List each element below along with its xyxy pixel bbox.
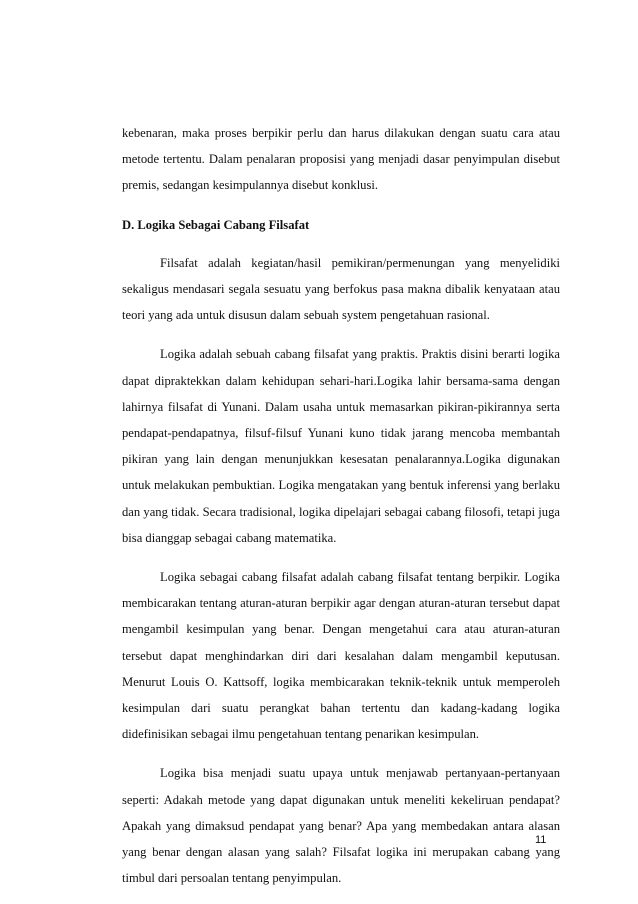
paragraph-1: Filsafat adalah kegiatan/hasil pemikiran/permenungan yang menyelidiki sekaligus mendasari segala sesuatu yang berfokus pasa makna dibalik kenyataan atau teori yang ada untuk disusun dalam sebuah system pengetahuan rasional. — [122, 255, 560, 323]
page-number: 11 — [535, 834, 547, 846]
paragraph-2: Logika adalah sebuah cabang filsafat yang praktis. Praktis disini berarti logika dapat dipraktekkan dalam kehidupan sehari-hari.Logika lahir bersama-sama dengan lahirnya filsafat di Yunani. Dalam usaha untuk memasarkan pikiran-pikirannya serta pendapat-pendapatnya, filsuf-filsuf Yunani kuno tidak jarang mencoba membantah pikiran yang lain dengan menunjukkan kesesatan penalarannya.Logika digunakan untuk melakukan pembuktian. Logika mengatakan yang bentuk inferensi yang berlaku dan yang tidak. Secara tradisional, logika dipelajari sebagai cabang filosofi, tetapi juga bisa dianggap sebagai cabang matematika. — [122, 347, 560, 545]
paragraph-4: Logika bisa menjadi suatu upaya untuk menjawab pertanyaan-pertanyaan seperti: Adakah metode yang dapat digunakan untuk meneliti kekeliruan pendapat? Apakah yang dimaksud pendapat yang benar? Apa yang membedakan antara alasan yang benar dengan alasan yang salah? Filsafat logika ini merupakan cabang yang timbul dari persoalan tentang penyimpulan. — [122, 766, 560, 886]
intro-paragraph: kebenaran, maka proses berpikir perlu dan harus dilakukan dengan suatu cara atau metode tertentu. Dalam penalaran proposisi yang menjadi dasar penyimpulan disebut premis, sedangan kesimpulannya disebut konklusi. — [122, 126, 560, 193]
section-heading: D. Logika Sebagai Cabang Filsafat — [122, 217, 310, 232]
paragraph-3: Logika sebagai cabang filsafat adalah cabang filsafat tentang berpikir. Logika membicarakan tentang aturan-aturan berpikir agar dengan aturan-aturan tersebut dapat mengambil kesimpulan yang benar. Dengan mengetahui cara atau aturan-aturan tersebut dapat menghindarkan diri dari kesalahan dalam mengambil keputusan. Menurut Louis O. Kattsoff, logika membicarakan teknik-teknik untuk memperoleh kesimpulan dari suatu perangkat bahan tertentu dan kadang-kadang logika didefinisikan sebagai ilmu pengetahuan tentang penarikan kesimpulan. — [122, 570, 560, 742]
page-content — [122, 120, 560, 904]
